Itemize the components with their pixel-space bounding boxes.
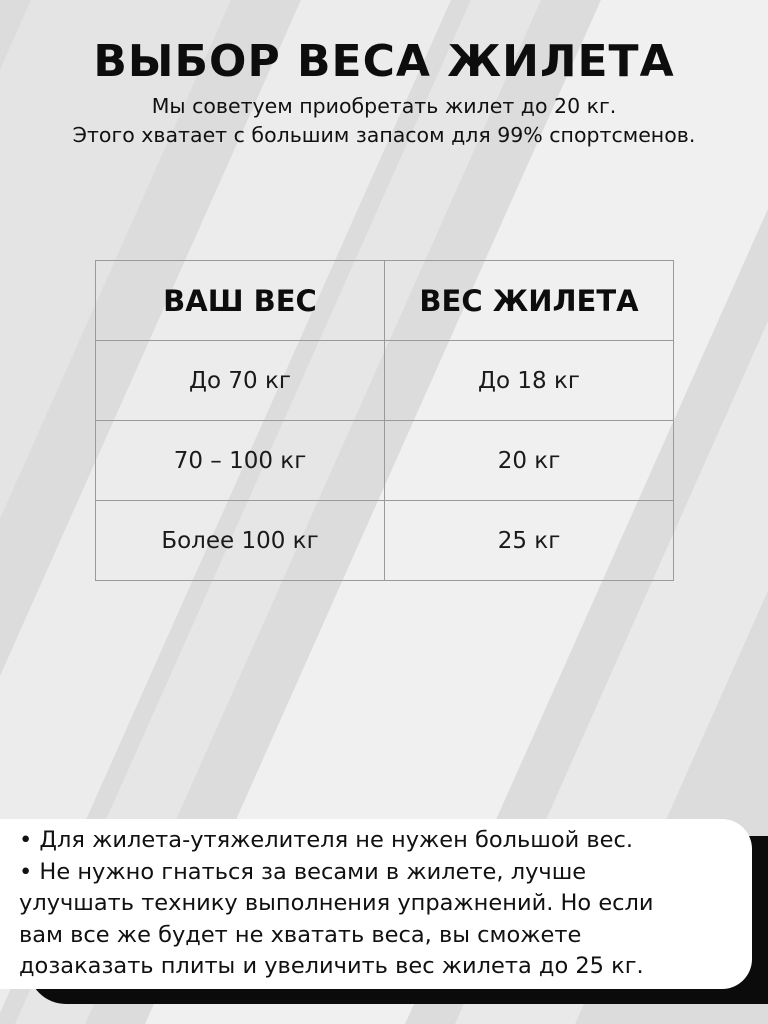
note-line: улучшать технику выполнения упражнений. Но если [19, 890, 654, 916]
note-line: • Не нужно гнаться за весами в жилете, лучше [19, 858, 587, 885]
header-your-weight: ВАШ ВЕС [96, 261, 385, 341]
subtitle-line: Этого хватает с большим запасом для 99% спортсменов. [72, 123, 696, 147]
cell-your-weight: До 70 кг [96, 341, 385, 421]
weight-table [95, 260, 674, 581]
cell-vest-weight: 20 кг [385, 421, 674, 501]
table-row [96, 341, 674, 421]
note-line: дозаказать плиты и увеличить вес жилета до 25 кг. [19, 953, 644, 979]
table-row [96, 421, 674, 501]
subtitle-line: Мы советуем приобретать жилет до 20 кг. [151, 94, 617, 118]
table-header-row [96, 261, 674, 341]
subtitle [0, 92, 768, 150]
cell-vest-weight: До 18 кг [385, 341, 674, 421]
header-vest-weight: ВЕС ЖИЛЕТА [385, 261, 674, 341]
table-row [96, 501, 674, 581]
cell-your-weight: Более 100 кг [96, 501, 385, 581]
cell-vest-weight: 25 кг [385, 501, 674, 581]
cell-your-weight: 70 – 100 кг [96, 421, 385, 501]
page-title: ВЫБОР ВЕСА ЖИЛЕТА [93, 36, 675, 87]
note-line: вам все же будет не хватать веса, вы сможете [19, 921, 582, 948]
note-line: • Для жилета-утяжелителя не нужен большой вес. [19, 827, 634, 853]
note-card [0, 819, 752, 989]
